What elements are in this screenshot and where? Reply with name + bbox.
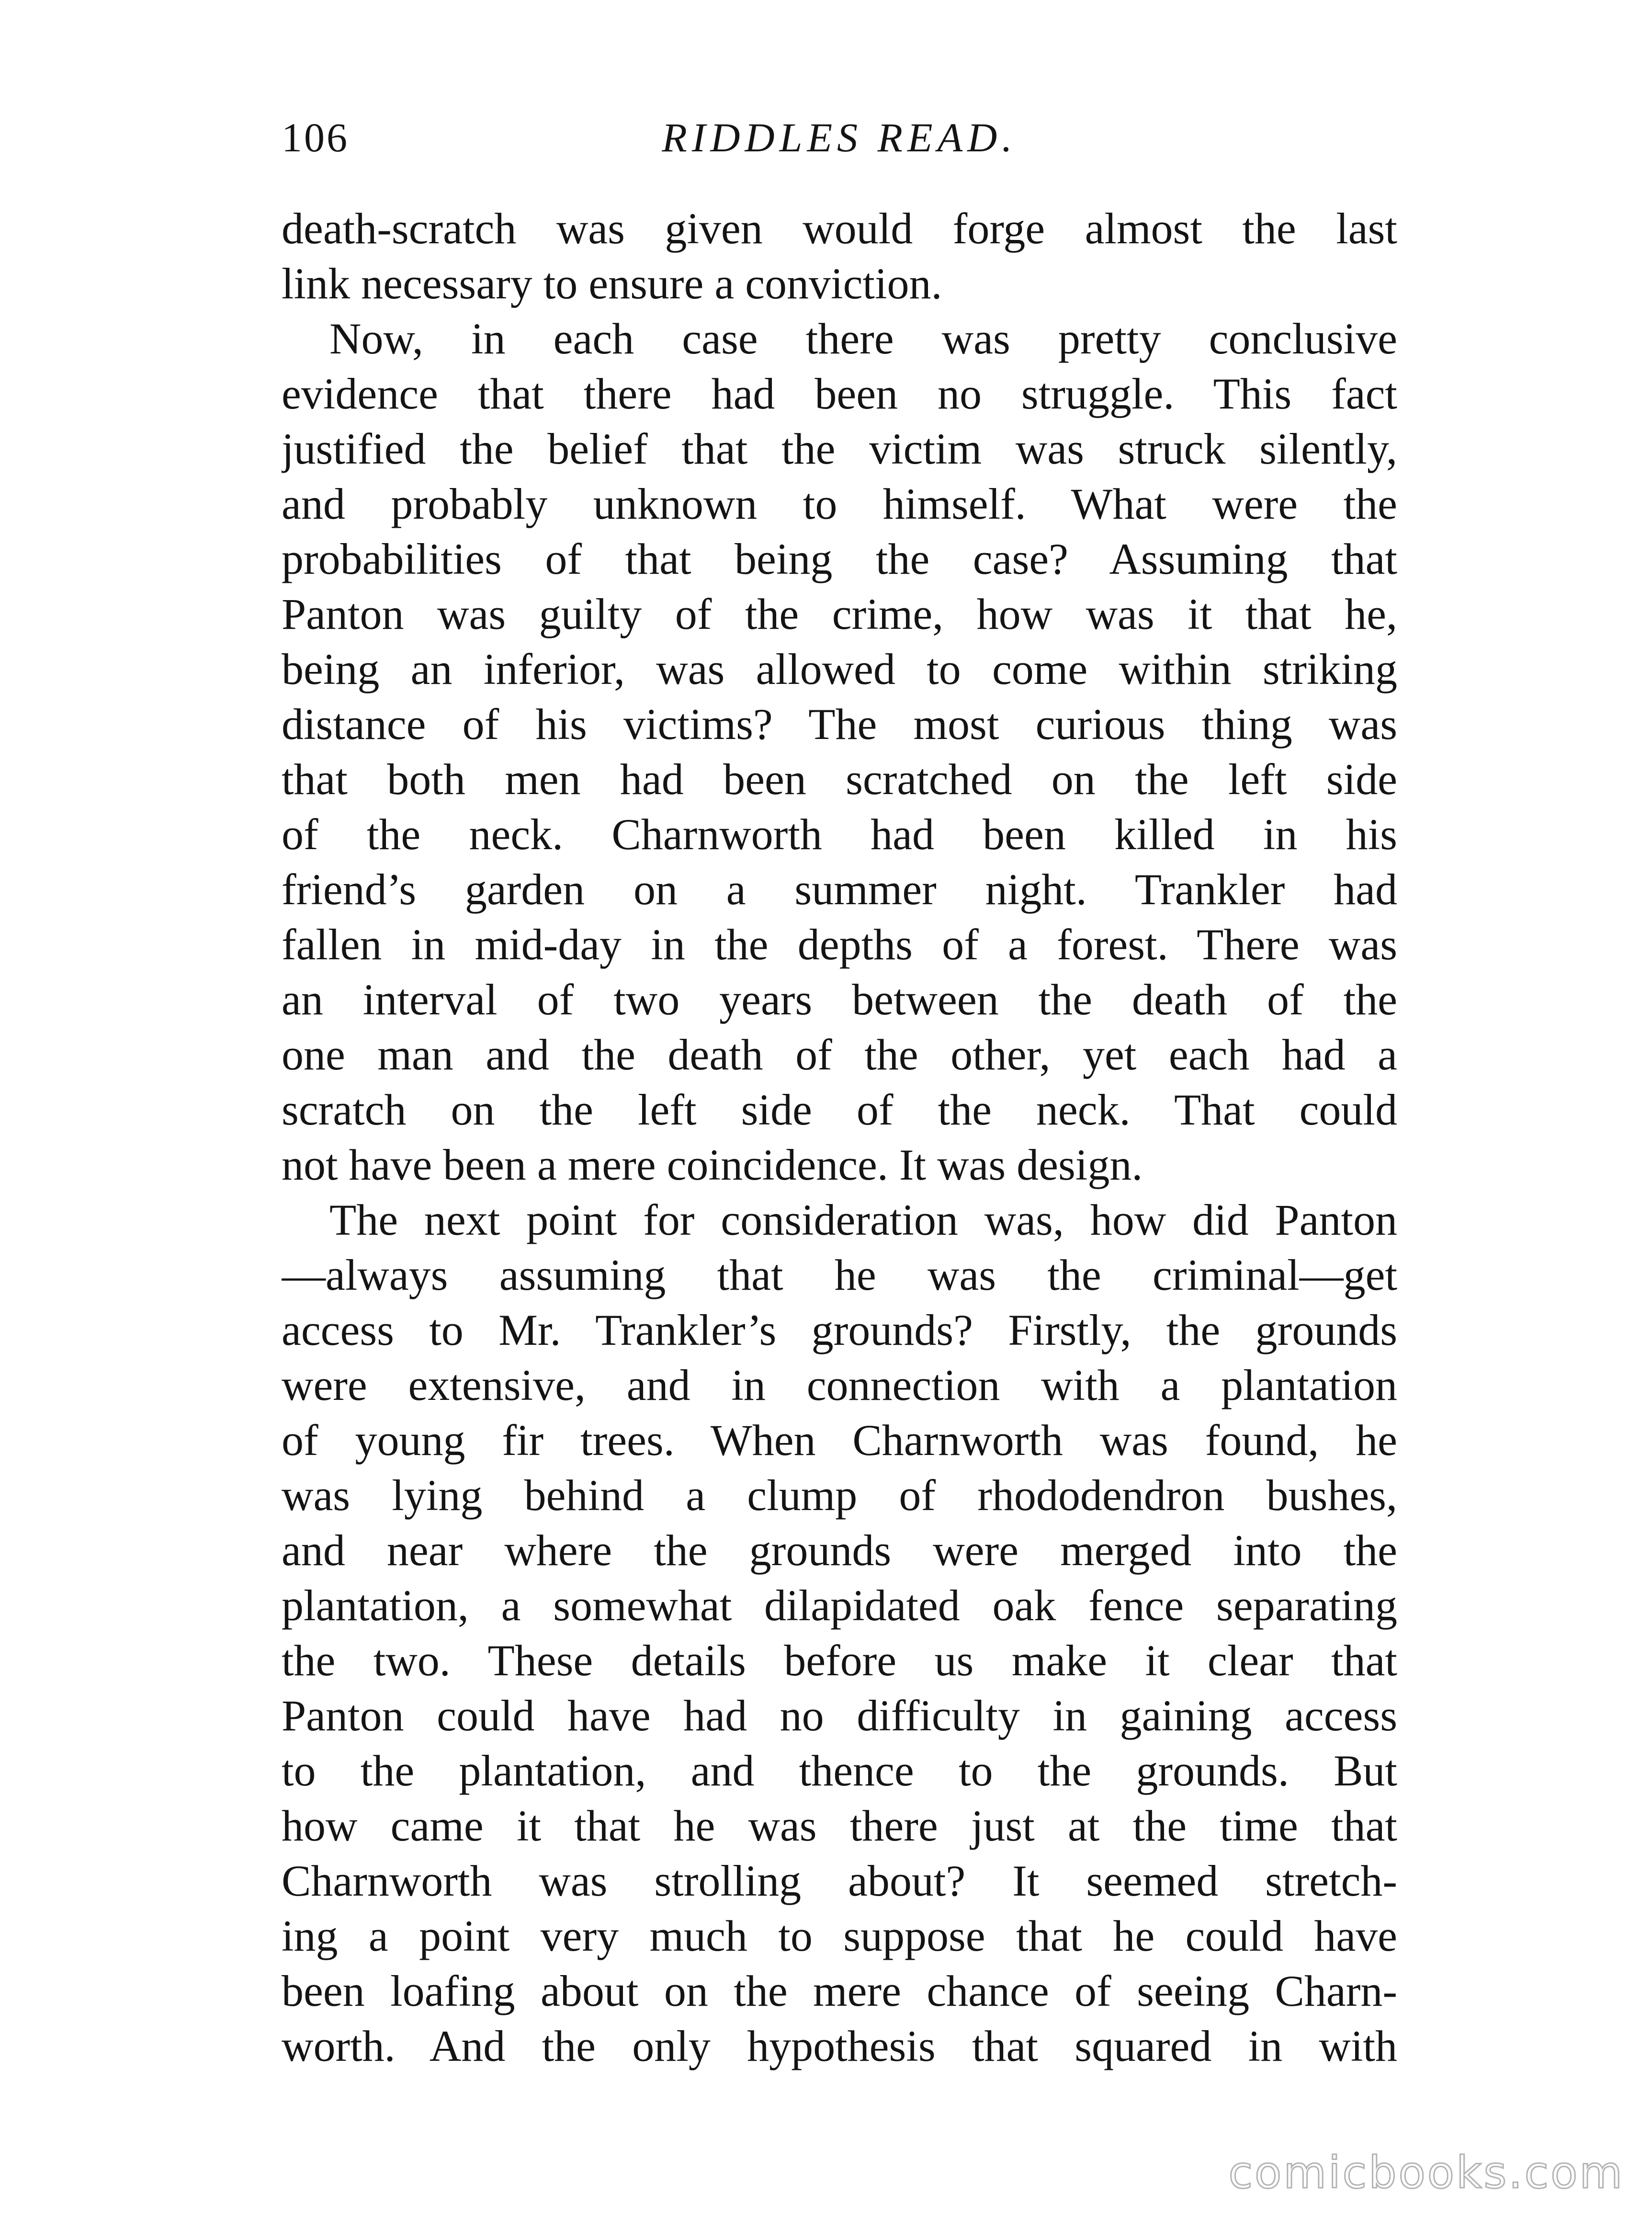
body-text bbox=[282, 201, 1397, 2074]
text-line: the two. These details before us make it clear that bbox=[282, 1636, 1397, 1685]
text-line: plantation, a somewhat dilapidated oak fence separating bbox=[282, 1581, 1397, 1630]
text-line: one man and the death of the other, yet each had a bbox=[282, 1030, 1397, 1079]
text-line: friend’s garden on a summer night. Trankler had bbox=[282, 865, 1397, 914]
text-line: how came it that he was there just at the time that bbox=[282, 1801, 1397, 1850]
text-line: to the plantation, and thence to the grounds. But bbox=[282, 1746, 1397, 1795]
text-line: that both men had been scratched on the left side bbox=[282, 755, 1397, 804]
text-line: worth. And the only hypothesis that squared in with bbox=[282, 2022, 1397, 2070]
text-line: and probably unknown to himself. What were the bbox=[282, 479, 1397, 528]
text-line: being an inferior, was allowed to come within striking bbox=[282, 645, 1397, 693]
running-head bbox=[282, 111, 1397, 164]
text-line: and near where the grounds were merged into the bbox=[282, 1526, 1397, 1575]
text-line: were extensive, and in connection with a plantation bbox=[282, 1361, 1397, 1409]
text-line: Panton could have had no difficulty in gaining access bbox=[282, 1691, 1397, 1740]
text-line: access to Mr. Trankler’s grounds? Firstly, the grounds bbox=[282, 1306, 1397, 1354]
text-line: of the neck. Charnworth had been killed in his bbox=[282, 810, 1397, 859]
text-line: ing a point very much to suppose that he could have bbox=[282, 1911, 1397, 1960]
running-title: RIDDLES READ. bbox=[662, 114, 1017, 160]
text-line: an interval of two years between the death of the bbox=[282, 975, 1397, 1024]
text-line: Charnworth was strolling about? It seemed stretch- bbox=[282, 1856, 1397, 1905]
text-line: The next point for consideration was, how did Panton bbox=[329, 1195, 1397, 1244]
text-line: distance of his victims? The most curious thing was bbox=[282, 700, 1397, 749]
text-line: not have been a mere coincidence. It was design. bbox=[282, 1140, 1143, 1189]
watermark-logo: comicbooks.com bbox=[1228, 2147, 1624, 2198]
text-line: fallen in mid-day in the depths of a forest. There was bbox=[282, 920, 1397, 969]
page-number: 106 bbox=[282, 114, 349, 160]
text-line: probabilities of that being the case? Assuming that bbox=[282, 534, 1397, 583]
text-line: death-scratch was given would forge almost the last bbox=[282, 204, 1397, 253]
text-line: of young fir trees. When Charnworth was found, he bbox=[282, 1416, 1397, 1465]
text-line: link necessary to ensure a conviction. bbox=[282, 259, 942, 308]
text-line: —always assuming that he was the criminal—get bbox=[282, 1250, 1397, 1299]
text-line: been loafing about on the mere chance of seeing Charn- bbox=[282, 1966, 1397, 2015]
text-line: scratch on the left side of the neck. That could bbox=[282, 1085, 1397, 1134]
text-line: Now, in each case there was pretty conclusive bbox=[329, 314, 1397, 363]
text-line: evidence that there had been no struggle. This fact bbox=[282, 369, 1397, 418]
text-line: justified the belief that the victim was struck silently, bbox=[282, 424, 1397, 473]
text-line: was lying behind a clump of rhododendron bushes, bbox=[282, 1471, 1397, 1520]
text-line: Panton was guilty of the crime, how was it that he, bbox=[282, 590, 1397, 638]
